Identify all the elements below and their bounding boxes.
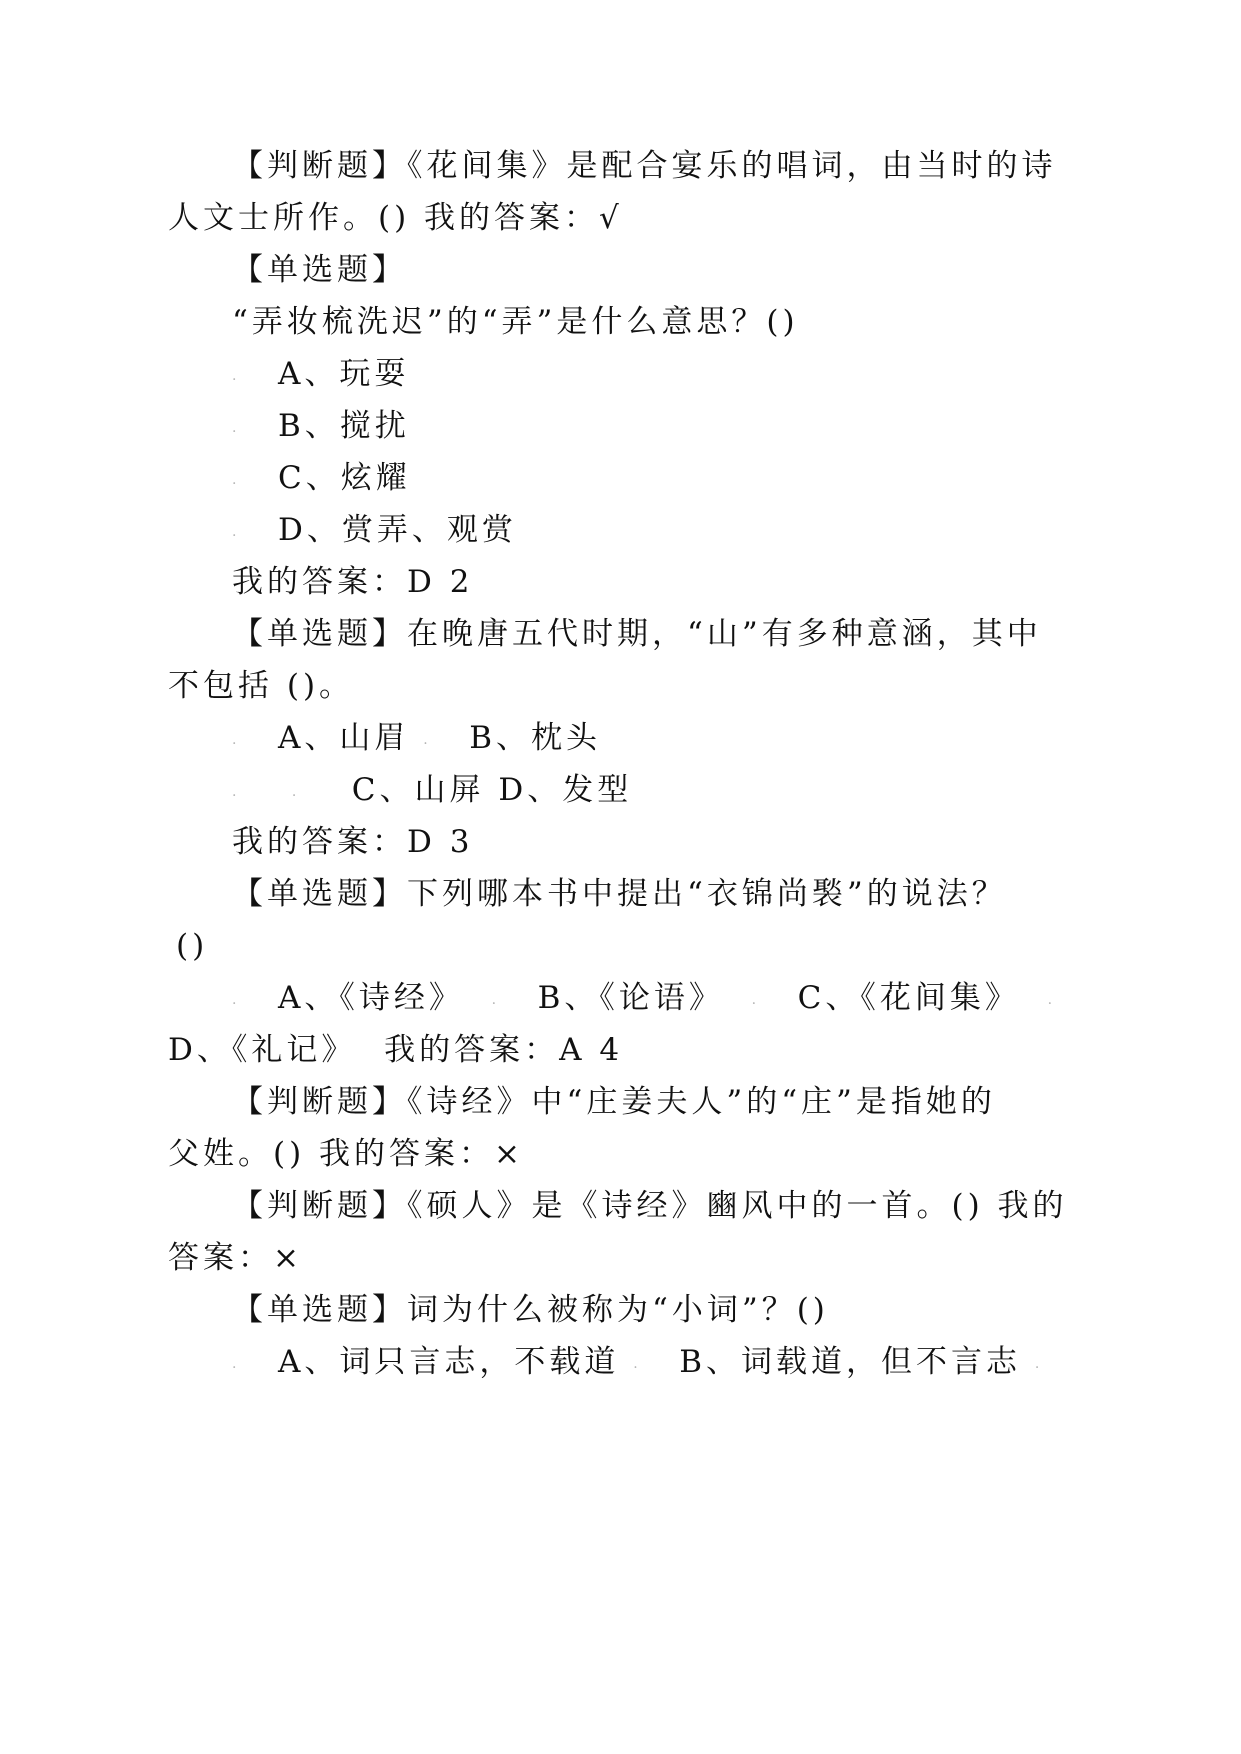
q5-line1: 【判断题】《诗经》中“庄姜夫人”的“庄”是指她的 — [232, 1084, 996, 1120]
q5-line2: 父姓。() 我的答案：× — [168, 1136, 525, 1172]
q2-option-c: · C、炫耀 — [232, 460, 411, 496]
q3-line2: 不包括 ()。 — [168, 668, 355, 704]
q2-option-b: · B、搅扰 — [232, 408, 410, 444]
q2-answer: 我的答案：D 2 — [232, 564, 474, 600]
q6-line2: 答案：× — [168, 1240, 303, 1276]
q4-line4: D、《礼记》 我的答案：A 4 — [168, 1032, 624, 1068]
q3-line1: 【单选题】在晚唐五代时期，“山”有多种意涵，其中 — [232, 616, 1042, 652]
q3-answer: 我的答案：D 3 — [232, 824, 474, 860]
q7-options-row: · A、词只言志，不载道 · B、词载道，但不言志 · — [232, 1344, 1040, 1380]
q7-line1: 【单选题】词为什么被称为“小词”？() — [232, 1292, 829, 1328]
q2-option-a: · A、玩耍 — [232, 356, 410, 392]
q4-options-row: · A、《诗经》 · B、《论语》 · C、《花间集》 · — [232, 980, 1053, 1016]
q1-line2: 人文士所作。() 我的答案：√ — [168, 200, 623, 236]
q3-options-row2: · · C、山屏 D、发型 — [232, 772, 633, 808]
q2-option-d: · D、赏弄、观赏 — [232, 512, 517, 548]
q6-line1: 【判断题】《硕人》是《诗经》豳风中的一首。() 我的 — [232, 1188, 1068, 1224]
q4-line2: () — [176, 928, 209, 964]
q1-line1: 【判断题】《花间集》是配合宴乐的唱词，由当时的诗 — [232, 148, 1057, 184]
q2-type-label: 【单选题】 — [232, 252, 407, 288]
q2-question: “弄妆梳洗迟”的“弄”是什么意思？() — [232, 304, 799, 340]
q4-line1: 【单选题】下列哪本书中提出“衣锦尚褧”的说法？ — [232, 876, 1007, 912]
q3-options-row1: · A、山眉 · B、枕头 — [232, 720, 602, 756]
